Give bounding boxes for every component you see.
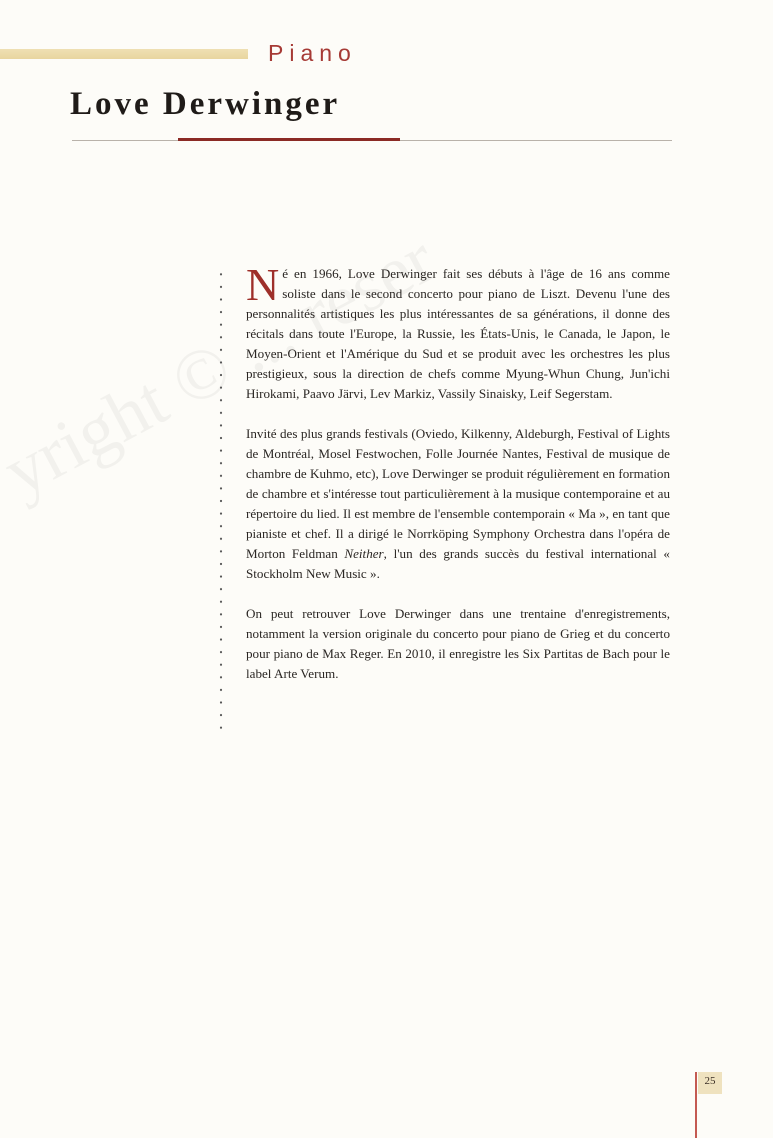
paragraph-2 xyxy=(246,424,670,584)
paragraph-2-text-end: , l'un des grands succès du festival international « Stockholm New Music ». xyxy=(246,546,670,581)
footer-vertical-rule xyxy=(695,1072,697,1138)
biography-text xyxy=(246,259,670,704)
paragraph-2-text: Invité des plus grands festivals (Oviedo, Kilkenny, Aldeburgh, Festival of Lights de Montréal, Mosel Festwochen, Folle Journée Nantes, Festival de musique de chambre de Kuhmo, etc), Love Derwinger se produit régulièrement en formation de chambre et s'intéresse tout particulièrement à la musique contemporaine et au répertoire du lied. Il est membre de l'ensemble contemporain « Ma », en tant que pianiste et chef. Il a dirigé le Norrköping Symphony Orchestra dans l'opéra de Morton Feldman xyxy=(246,426,670,561)
paragraph-1 xyxy=(246,259,670,404)
paragraph-3: On peut retrouver Love Derwinger dans une trentaine d'enregistrements, notamment la version originale du concerto pour piano de Grieg et du concerto pour piano de Max Reger. En 2010, il enregistre les Six Partitas de Bach pour le label Arte Verum. xyxy=(246,606,670,681)
work-title: Neither xyxy=(344,546,384,561)
section-gold-bar xyxy=(0,49,248,59)
page-title: Love Derwinger xyxy=(70,86,341,122)
page-number: 25 xyxy=(698,1072,722,1094)
title-accent-rule xyxy=(178,138,400,141)
dropcap: N xyxy=(246,259,280,310)
paragraph-1-text: é en 1966, Love Derwinger fait ses débuts à l'âge de 16 ans comme soliste dans le second concerto pour piano de Liszt. Devenu l'une des personnalités artistiques les plus intéressantes de sa générations, il donne des récitals dans toute l'Europe, la Russie, les États-Unis, le Canada, le Japon, le Moyen-Orient et l'Amérique du Sud et se produit avec les orchestres les plus prestigieux, sous la direction de chefs comme Myung-Whun Chung, Jun'ichi Hirokami, Paavo Järvi, Lev Markiz, Vassily Sinaisky, Leif Segerstam. xyxy=(246,266,670,401)
dotted-margin-line xyxy=(218,268,224,738)
section-heading: Piano xyxy=(268,40,357,66)
